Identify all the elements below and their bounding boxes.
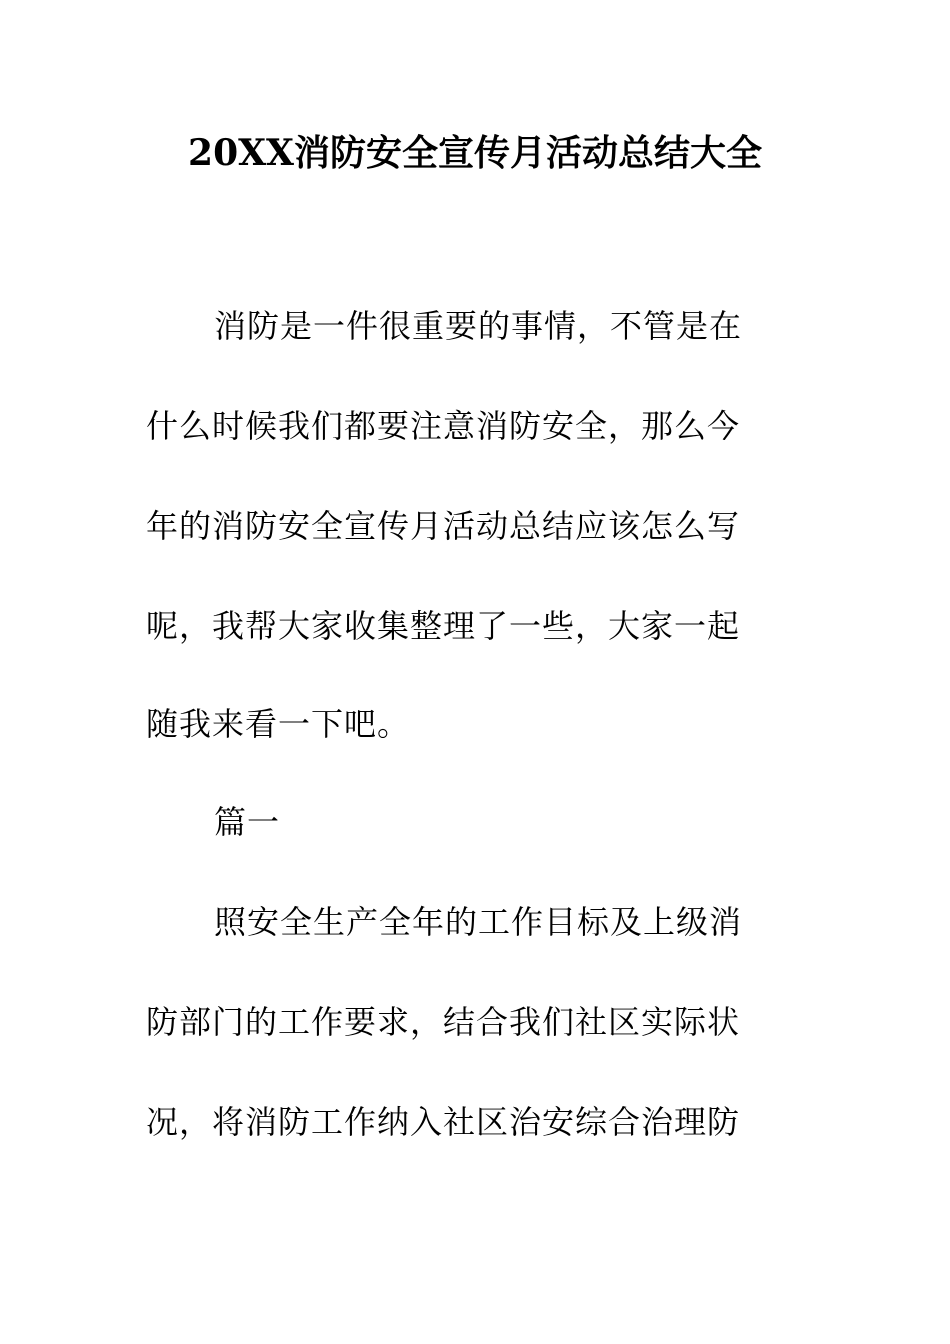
- paragraph-line: 照安全生产全年的工作目标及上级消: [214, 903, 743, 941]
- paragraph-line: 况，将消防工作纳入社区治安综合治理防: [146, 1103, 741, 1141]
- paragraph-line: 随我来看一下吧。: [146, 705, 411, 743]
- document-title: 20XX消防安全宣传月活动总结大全: [188, 132, 762, 174]
- section-heading: 篇一: [214, 803, 281, 841]
- paragraph-line: 防部门的工作要求，结合我们社区实际状: [146, 1003, 741, 1041]
- paragraph-line: 消防是一件很重要的事情，不管是在: [214, 307, 743, 345]
- paragraph-line: 年的消防安全宣传月活动总结应该怎么写: [146, 507, 741, 545]
- paragraph-line: 什么时候我们都要注意消防安全，那么今: [146, 407, 741, 445]
- paragraph-line: 呢，我帮大家收集整理了一些，大家一起: [146, 607, 741, 645]
